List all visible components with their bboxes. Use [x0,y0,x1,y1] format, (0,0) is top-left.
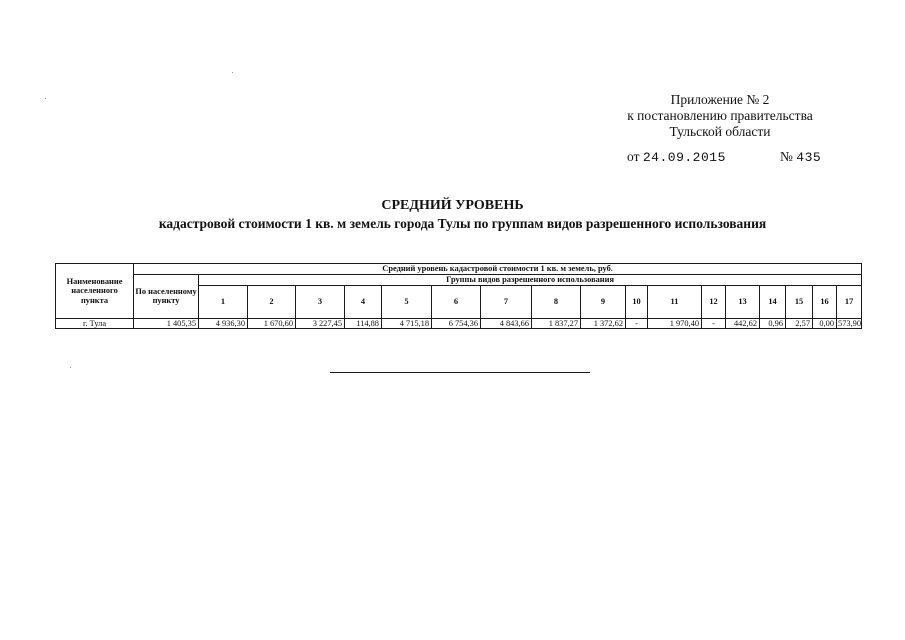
header-group-number: 5 [382,285,432,318]
appendix-header [600,92,840,140]
header-group-number: 2 [248,285,296,318]
header-locality-name: Наименование населенного пункта [56,264,134,319]
header-by-locality: По населенному пункту [134,275,199,319]
decree-date: 24.09.2015 [642,150,726,165]
appendix-region: Тульской области [669,124,771,139]
group-value-cell: 114,88 [345,318,382,329]
decree-date-line [627,149,726,165]
document-subtitle: кадастровой стоимости 1 кв. м земель города Тулы по группам видов разрешенного использования [158,216,767,231]
decree-number-line [780,149,821,165]
header-group-number: 15 [786,285,813,318]
group-value-cell: 4 843,66 [481,318,532,329]
by-locality-value-cell: 1 405,35 [134,318,199,329]
group-value-cell: 573,90 [838,318,862,328]
header-group-number: 6 [432,285,481,318]
header-group-number: 9 [581,285,626,318]
header-group-number: 16 [813,285,837,318]
end-separator-line [330,372,590,373]
document-title: СРЕДНИЙ УРОВЕНЬ [381,198,524,213]
group-value-cell: 3 227,45 [296,318,345,329]
appendix-decree-ref: к постановлению правительства [627,108,813,123]
group-value-cell: - [702,318,726,329]
decree-from-label: от [627,149,640,164]
table-row [56,318,862,329]
header-group-number: 10 [626,285,648,318]
header-group-number: 7 [481,285,532,318]
header-group-number: 8 [532,285,581,318]
group-value-cell: 1 670,60 [248,318,296,329]
cadastral-value-table [55,263,862,329]
scan-speck [70,367,71,368]
appendix-number: Приложение № 2 [670,92,770,107]
header-group-number: 13 [726,285,760,318]
header-group-number: 11 [648,285,702,318]
group-value-cell: 0,00 [813,318,837,329]
header-group-number: 3 [296,285,345,318]
header-group-number: 1 [199,285,248,318]
group-value-cell: 4 715,18 [382,318,432,329]
header-group-number: 12 [702,285,726,318]
group-value-cell: 442,62 [726,318,760,329]
group-value-cell: 4 936,30 [199,318,248,329]
decree-number: 435 [796,150,822,165]
header-group-number: 4 [345,285,382,318]
group-value-cell: 1 372,62 [581,318,626,329]
header-use-groups: Группы видов разрешенного использования [199,275,862,286]
scan-speck [232,72,233,73]
header-average-level: Средний уровень кадастровой стоимости 1 кв. м земель, руб. [134,264,862,275]
group-value-cell: 6 754,36 [432,318,481,329]
group-value-cell: 0,96 [760,318,786,329]
group-value-cell: 2,57 [786,318,813,329]
group-value-cell: - [626,318,648,329]
header-group-number: 17 [837,285,862,318]
decree-number-label: № [780,149,793,164]
header-group-number: 14 [760,285,786,318]
group-value-cell: 1 837,27 [532,318,581,329]
locality-name-cell: г. Тула [56,318,134,329]
group-value-cell: 1 970,40 [648,318,702,329]
scan-speck [45,98,46,99]
